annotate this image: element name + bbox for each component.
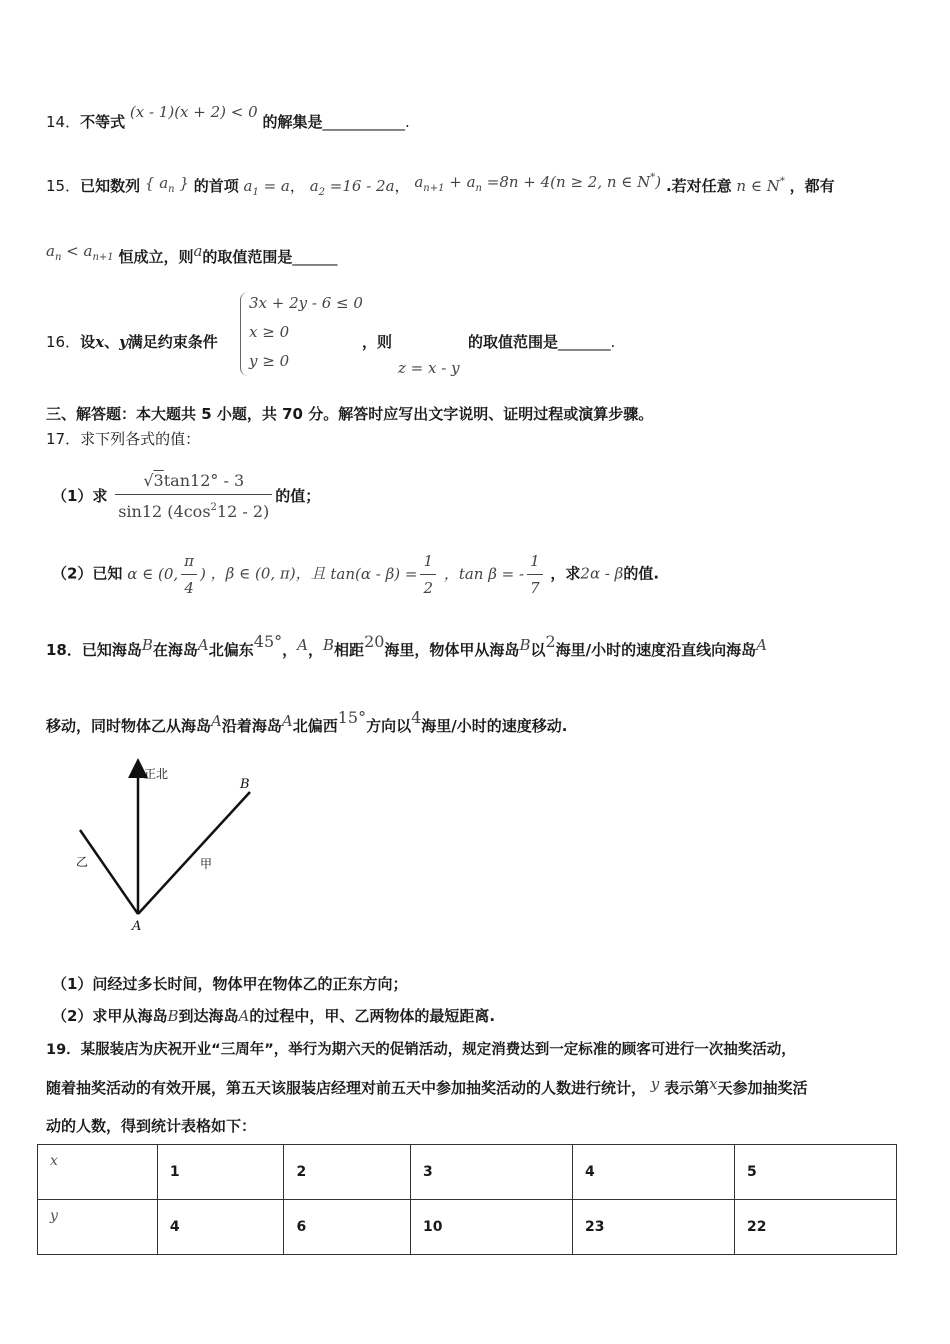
q18-diagram xyxy=(44,756,274,936)
q17-title: 17．求下列各式的值： xyxy=(46,430,201,448)
q19-y-var: y xyxy=(650,1075,660,1093)
path-to-B xyxy=(138,792,250,914)
math-var: A xyxy=(281,712,293,730)
q16-constraint-1: 3x + 2y - 6 ≤ 0 xyxy=(249,294,363,312)
math-var: A xyxy=(297,636,308,654)
q15-text: 已知数列 xyxy=(80,177,141,195)
text-run: ， xyxy=(308,641,324,659)
text-run: 海里/小时的速度沿直线向海岛 xyxy=(555,641,757,659)
q14-end: . xyxy=(404,113,410,131)
q18-part-2-text-3: 的过程中，甲、乙两物体的最短距离. xyxy=(249,1007,496,1025)
q15-comma: ， xyxy=(289,177,305,195)
math-value: 4 xyxy=(411,708,422,727)
table-row-x xyxy=(38,1145,897,1200)
q15-text-4: ，都有 xyxy=(789,177,835,195)
q15-text-6: 的取值范围是 xyxy=(202,248,293,266)
text-run: 北偏西 xyxy=(292,717,338,735)
q15-line-2 xyxy=(46,242,338,274)
q16-constraint-2: x ≥ 0 xyxy=(249,323,290,341)
table-cell: 1 xyxy=(157,1145,284,1200)
q17-part-1-end: 的值； xyxy=(275,487,321,505)
q15-forall: n ∈ N* xyxy=(736,176,785,195)
math-var: B xyxy=(323,636,335,654)
math-var: B xyxy=(519,636,531,654)
math-value: 15° xyxy=(337,708,367,727)
q19-line-1: 19．某服装店为庆祝开业“三周年”，举行为期六天的促销活动，规定消费达到一定标准的顾客可进行一次抽奖活动， xyxy=(46,1042,796,1058)
q16-constraint-3: y ≥ 0 xyxy=(249,352,290,370)
q16-tail xyxy=(362,332,392,352)
q15-blank: ______ xyxy=(292,248,338,266)
q17-alpha-range: α ∈ (0, $\frac{\pi}{4}$ ) xyxy=(127,565,206,583)
q18-part-2-B: B xyxy=(167,1007,179,1025)
q16-text-4: 的取值范围是 xyxy=(468,333,559,351)
text-run: 移动，同时物体乙从海岛 xyxy=(46,717,212,735)
path-yi xyxy=(80,830,138,914)
q19-line-2-text-3: 天参加抽奖活 xyxy=(717,1079,808,1097)
text-run: 以 xyxy=(530,641,546,659)
q17-part-2-label: （2）已知 xyxy=(52,564,123,583)
jia-label: 甲 xyxy=(200,857,213,871)
q16-constraint-system xyxy=(240,292,371,376)
q17-beta-range: ，β ∈ (0, π)，且 xyxy=(210,564,326,583)
q16-x: x xyxy=(95,333,105,351)
q16-end: . xyxy=(610,333,616,351)
q18-line-2 xyxy=(46,708,568,736)
table-cell: 2 xyxy=(284,1145,411,1200)
q16-text-3: ，则 xyxy=(362,333,393,351)
q18-part-1: （1）问经过多长时间，物体甲在物体乙的正东方向； xyxy=(52,975,408,993)
text-run: 相距 xyxy=(334,641,365,659)
q16 xyxy=(46,332,218,352)
table-row-y xyxy=(38,1200,897,1255)
q15-a1: $a_1 = a$ xyxy=(243,177,290,198)
q16-tail-2 xyxy=(468,332,615,352)
q17-end: 的值. xyxy=(623,564,660,583)
q16-sep: 、 xyxy=(104,333,120,351)
table-cell: 22 xyxy=(734,1200,896,1255)
q18-part-2-A: A xyxy=(238,1007,250,1025)
text-run: ， xyxy=(282,641,298,659)
q15-param: a xyxy=(193,242,203,260)
table-cell: 6 xyxy=(284,1200,411,1255)
table-header-y: y xyxy=(38,1200,158,1255)
q19-line-2-text-2: 表示第 xyxy=(664,1079,710,1097)
q15-text-2: 的首项 xyxy=(193,177,239,195)
q16-blank: _______ xyxy=(558,333,611,351)
q15-text-5: 恒成立，则 xyxy=(118,248,194,266)
q18-part-2-text-2: 到达海岛 xyxy=(178,1007,239,1025)
q17-tan-beta: ，tan β = - $\frac{1}{7}$ xyxy=(444,565,546,583)
q17-part-1-label: （1）求 xyxy=(52,487,108,505)
point-B-label: B xyxy=(240,777,250,792)
table-cell: 3 xyxy=(410,1145,572,1200)
table-cell: 5 xyxy=(734,1145,896,1200)
q17-expr: 2α - β xyxy=(580,564,624,583)
q15-inequality: $a_n < a_{n+1}$ xyxy=(46,242,114,263)
table-header-x: x xyxy=(38,1145,158,1200)
q14-number: 14． xyxy=(46,113,81,131)
north-label: 正北 xyxy=(144,767,169,781)
math-var: A xyxy=(756,636,767,654)
q14-blank: ___________ xyxy=(322,113,405,131)
q19-line-2 xyxy=(46,1075,808,1098)
text-run: 在海岛 xyxy=(152,641,198,659)
q17-fraction-numerator: √3tan12° - 3 xyxy=(115,468,272,495)
q17-part-2 xyxy=(52,548,659,601)
q18-figure xyxy=(44,756,274,940)
q14 xyxy=(46,103,410,132)
q17-fraction-denominator: sin12 $(4\cos^212 - 2)$ xyxy=(118,502,270,521)
q15-recurrence: $a_{n+1} + a_n =8n + 4(n \ge 2$, n ∈ N*) xyxy=(414,172,662,194)
q15-line-1 xyxy=(46,172,835,203)
q17-fraction xyxy=(115,468,272,525)
table-cell: 10 xyxy=(410,1200,572,1255)
table-cell: 4 xyxy=(572,1145,734,1200)
q19-line-3: 动的人数，得到统计表格如下： xyxy=(46,1117,257,1135)
q16-text: 设 xyxy=(80,333,96,351)
q15-comma-2: ， xyxy=(394,177,410,195)
math-var: B xyxy=(141,636,153,654)
math-value: 2 xyxy=(545,632,556,651)
q17-tan-diff: tan(α - β) = $\frac{1}{2}$ xyxy=(330,565,439,583)
statistics-table xyxy=(37,1144,897,1255)
math-var: A xyxy=(197,636,209,654)
q18-part-2-text: （2）求甲从海岛 xyxy=(52,1007,168,1025)
yi-label: 乙 xyxy=(76,855,89,869)
q19-x-var: x xyxy=(709,1075,718,1093)
q17-part-1 xyxy=(52,468,320,525)
q16-number: 16． xyxy=(46,333,81,351)
math-var: A xyxy=(211,712,222,730)
math-value: 20 xyxy=(364,632,385,651)
text-run: 18．已知海岛 xyxy=(46,641,142,659)
q17-ask: ，求 xyxy=(550,564,581,583)
text-run: 方向以 xyxy=(366,717,412,735)
q16-y: y xyxy=(119,333,128,351)
text-run: 海里/小时的速度移动. xyxy=(421,717,568,735)
q18-part-2 xyxy=(52,1006,495,1026)
q18-line-1 xyxy=(46,632,767,660)
q14-expression: (x - 1)(x + 2) < 0 xyxy=(129,103,258,121)
point-A-label: A xyxy=(132,919,142,934)
q15-text-3: .若对任意 xyxy=(665,177,732,195)
q15-sequence: { $a_n$ } xyxy=(144,174,189,195)
q16-z: z = x - y xyxy=(398,359,460,377)
text-run: 北偏东 xyxy=(208,641,254,659)
q14-text-2: 的解集是 xyxy=(262,113,323,131)
q19-line-2-text: 随着抽奖活动的有效开展，第五天该服装店经理对前五天中参加抽奖活动的人数进行统计， xyxy=(46,1079,647,1097)
q14-text: 不等式 xyxy=(80,113,126,131)
table-cell: 4 xyxy=(157,1200,284,1255)
table-cell: 23 xyxy=(572,1200,734,1255)
q15-number: 15． xyxy=(46,177,81,195)
text-run: 沿着海岛 xyxy=(221,717,282,735)
text-run: 海里，物体甲从海岛 xyxy=(384,641,520,659)
section-3-heading: 三、解答题：本大题共 5 小题，共 70 分。解答时应写出文字说明、证明过程或演算步骤。 xyxy=(46,405,654,423)
q16-text-2: 满足约束条件 xyxy=(127,333,218,351)
q15-a2: $a_2 =16 - 2a$ xyxy=(309,177,395,198)
math-value: 45° xyxy=(253,632,283,651)
